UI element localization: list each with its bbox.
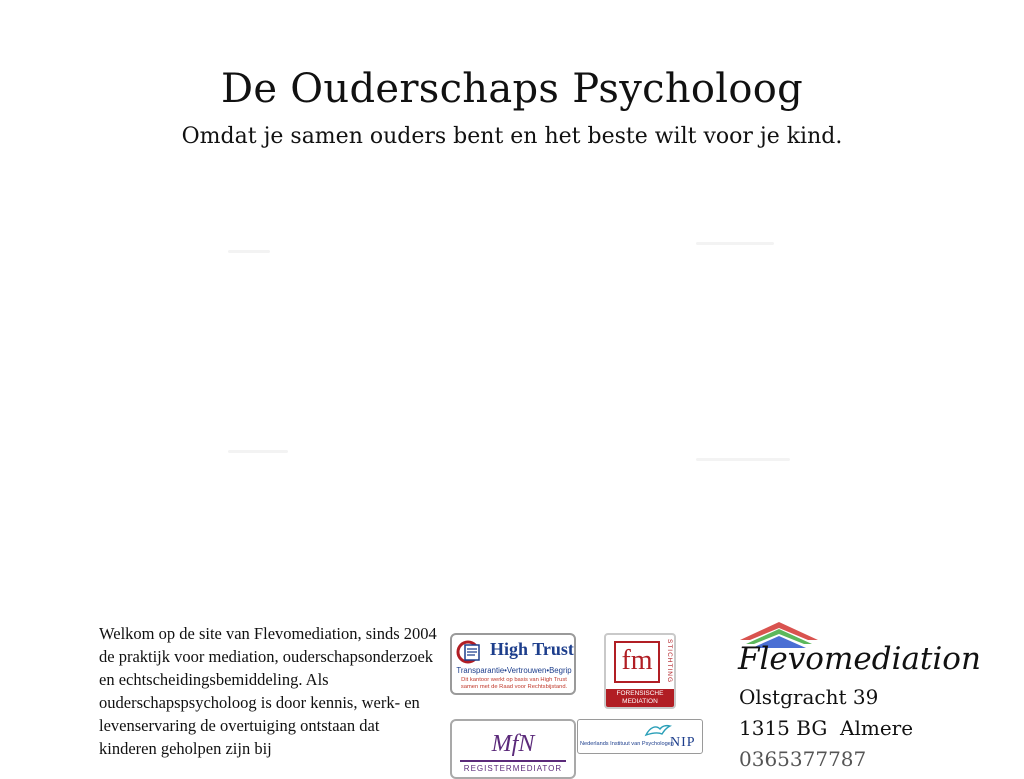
faint-slide-mark <box>696 458 790 461</box>
nip-badge[interactable] <box>577 719 703 754</box>
forensische-mediation-badge[interactable] <box>604 633 676 709</box>
address-street: Olstgracht 39 <box>739 685 879 709</box>
phone-link[interactable]: 0365377787 <box>739 747 867 771</box>
faint-slide-mark <box>696 242 774 245</box>
site-tagline: Omdat je samen ouders bent en het beste wilt voor je kind. <box>181 124 843 149</box>
high-trust-subtitle: Transparantie•Vertrouwen•Begrip <box>456 666 572 675</box>
nip-text: Nederlands Instituut van Psychologen <box>580 741 674 747</box>
site-title[interactable]: De Ouderschaps Psycholoog <box>220 66 804 112</box>
flevomediation-logo-text[interactable]: Flevomediation <box>738 641 981 677</box>
mfn-divider <box>460 760 566 762</box>
faint-slide-mark <box>228 250 270 253</box>
faint-slide-mark <box>228 450 288 453</box>
nip-mark: NIP <box>670 735 696 750</box>
fm-bottom-bar <box>606 689 674 707</box>
high-trust-document-icon <box>456 640 486 664</box>
fm-bottom-line-1: FORENSISCHE <box>616 690 664 697</box>
high-trust-name: High Trust <box>490 639 574 659</box>
nip-bird-icon <box>644 723 672 739</box>
high-trust-note: Dit kantoor werkt op basis van High Trust samen met de Raad voor Rechtsbijstand. <box>460 677 568 690</box>
welcome-text: Welkom op de site van Flevomediation, sinds 2004 de praktijk voor mediation, ouderschapsonderzoek en echtscheidingsbemiddeling. Als ouderschapspsycholoog is door kennis, werk- en levenservaring de overtuiging ontstaan dat kinderen geholpen zijn bij <box>99 624 437 758</box>
fm-letters: fm <box>614 641 660 683</box>
mfn-registermediator-badge[interactable] <box>450 719 576 779</box>
mfn-logo: MfN <box>491 731 535 757</box>
fm-vertical-label: STICHTING <box>666 639 673 684</box>
mfn-label: REGISTERMEDIATOR <box>463 764 563 773</box>
fm-bottom-line-2: MEDIATION <box>622 698 658 705</box>
address-city: 1315 BG Almere <box>739 716 914 740</box>
high-trust-badge[interactable] <box>450 633 576 695</box>
